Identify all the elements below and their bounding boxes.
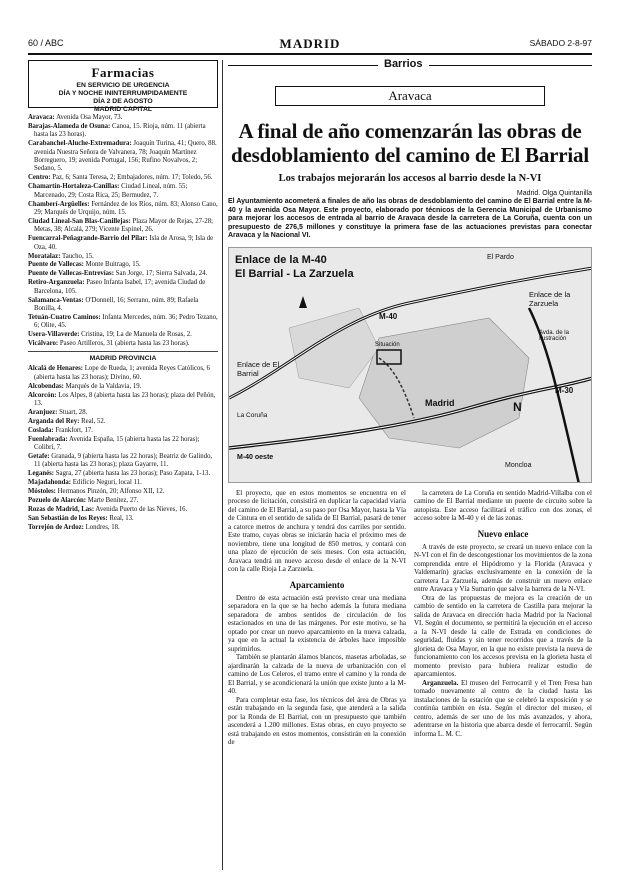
pharmacy-address: Hermanos Pinzón, 20; Alfonso XII, 12.	[57, 488, 165, 496]
pharmacy-entry	[28, 235, 218, 252]
pharmacy-district: Alcalá de Henares:	[28, 365, 83, 373]
pharmacy-district: Rozas de Madrid, Las:	[28, 505, 95, 513]
note-text: El museo del Ferrocarril y el Tren Fresa han tomado nuevamente al centro de la ciudad hasta las instalaciones de la estación que se celebró la exposición y se continúa también en ésta. Según el director del museo, el centro, además de ser uno de los más avanzados, y ahora, adentrarse en la historia que abarca desde el ferrocarril. Según informa L. M. C.	[414, 678, 593, 738]
pharmacy-district: Moratalaz:	[28, 252, 61, 260]
pharmacy-district: Chamartín-Hortaleza-Canillas:	[28, 183, 120, 191]
map-title-1: Enlace de la M-40	[235, 253, 327, 266]
note-title: Arganzuela.	[422, 678, 459, 687]
pharmacy-district: Fuenlabrada:	[28, 435, 68, 443]
farmacias-sub2: DÍA Y NOCHE ININTERRUMPIDAMENTE	[58, 90, 188, 97]
pharmacy-entry	[28, 270, 218, 278]
pharmacy-district: Majadahonda:	[28, 479, 72, 487]
subhead-nuevo-enlace: Nuevo enlace	[477, 528, 529, 539]
divider	[28, 351, 218, 352]
pharmacy-entry	[28, 470, 218, 478]
map-label-m40-oeste: M-40 oeste	[237, 453, 274, 461]
pharmacy-district: Centro:	[28, 174, 51, 182]
pharmacy-district: Coslada:	[28, 426, 54, 434]
district-box: Aravaca	[275, 86, 545, 106]
pharmacy-entry	[28, 218, 218, 235]
pharmacy-address: Cristina, 19; La de Manuela de Rosas, 2.	[81, 331, 192, 339]
pharmacy-address: Avenida Osa Mayor, 73.	[56, 114, 123, 121]
pharmacy-address: Paseo Artilleros, 31 (abierta hasta las 23 horas).	[59, 340, 190, 348]
pharmacy-district: Tetuán-Cuatro Caminos:	[28, 313, 101, 321]
paragraph: Para completar esta fase, los técnicos del área de Obras ya están trabajando en la segunda fase, que atenderá a la salida por la Ronda de El Barrial, con un presupuesto que también ascenderá a 1.200 millones. Estas obras, en cuyo proyecto se está trabajando en estos momentos, consistirán en la conexión de	[228, 695, 406, 747]
pharmacy-entry	[28, 201, 218, 218]
pharmacy-address: Canoa, 15. Rioja, núm. 11 (abierta hasta las 23 horas).	[34, 122, 206, 139]
article-subtitle: Los trabajos mejorarán los accesos al barrio desde la N-VI	[278, 173, 542, 184]
pharmacy-address: Avenida Puerto de las Nieves, 16.	[95, 505, 188, 513]
pharmacy-district: Getafe:	[28, 453, 50, 461]
pharmacy-entry	[28, 140, 218, 174]
pharmacy-district: Vicálvaro:	[28, 340, 59, 348]
map-figure	[228, 247, 592, 483]
pharmacy-address: Los Alpes, 8 (abierta hasta las 23 horas); plaza del Peñón, 13.	[34, 391, 216, 408]
pharmacy-entry	[28, 436, 218, 453]
pharmacy-district: Leganés:	[28, 470, 55, 478]
pharmacy-address: Edificio Neguri, local 11.	[72, 479, 142, 487]
map-label-enlace-zarzuela: Enlace de la Zarzuela	[529, 289, 571, 308]
farmacias-sub3: DÍA 2 DE AGOSTO	[93, 98, 153, 105]
pharmacy-address: Real, 13.	[109, 514, 134, 522]
pharmacy-entry	[28, 261, 218, 269]
pharmacy-address: Lope de Rueda, 1; avenida Reyes Católicos, 6 (abierta hasta las 23 horas); Divino, 60.	[34, 365, 210, 381]
pharmacy-entry	[28, 331, 218, 339]
pharmacy-address: Granada, 9 (abierta hasta las 22 horas); Beatriz de Galindo, 11 (abierta hasta las 23 horas); plaza Gayarre, 11.	[34, 453, 213, 469]
paragraph: El proyecto, que en estos momentos se encuentra en el proceso de licitación, consistirá en duplicar la capacidad viaria del camino de El Barrial, a su paso por Osa Mayor, hasta la Vía de Cintura en el sentido de salida de El Barrial, pasará de tener a catorce metros de anchura y tendrá dos carriles por sentido. Este tramo, cuyas obras se iniciarán hacia el próximo mes de noviembre, tiene una longitud de 850 metros, y contará con una plazo de ejecución de seis meses. Con esta actuación, Aravaca tendrá un nuevo acceso desde el enlace de la N-VI con la calle Rioja La Zarzuela.	[228, 488, 406, 574]
pharmacy-entry	[28, 488, 218, 496]
column-divider	[222, 60, 223, 870]
pharmacy-entry	[28, 114, 218, 122]
pharmacy-address: Taucho, 15.	[62, 252, 94, 260]
pharmacy-address: Londres, 18.	[85, 523, 120, 531]
issue-date: SÁBADO 2-8-97	[529, 38, 592, 48]
paragraph: Dentro de esta actuación está previsto crear una mediana separadora en la que se ha hecho además la futura mediana separadora de ambos sentidos de circulación de los estacionados en una de las márgenes. Por este motivo, se ha optado por crear un nuevo aparcamiento en la nueva calzada, ya que en la actual la existencia de árboles hace imposible suprimirlos.	[228, 593, 406, 653]
paragraph: A través de este proyecto, se creará un nuevo enlace con la N-VI con el fin de descongestionar los movimientos de la zona comprendida entre el Hipódromo y la Florida (Aravaca y Valdemarín) gracias exclusivamente en la conexión de la carretera La Zarzuela, además de construir un nuevo enlace entre Aravaca y Vía Sumario que salve la barrera de la N-VI.	[414, 542, 592, 594]
pharmacy-address: Avenida España, 15 (abierta hasta las 22 horas); Colibrí, 7.	[34, 435, 200, 452]
map-label-m40: M-40	[379, 311, 398, 321]
article-body	[228, 489, 592, 747]
pharmacy-entry	[28, 409, 218, 417]
map-label-el-pardo: El Pardo	[487, 253, 514, 261]
paragraph: También se plantarán álamos blancos, masetas arboladas, se ajardinarán la calzada de la nueva de urbanización con el camino de Los Celeros, el tramo entre el camino y la ronda de El Barrial, y se acondicionará la unión que existe junto a la M-40.	[228, 653, 406, 696]
pharmacy-address: Real, 52.	[81, 417, 106, 425]
pharmacy-address: Paz, 6; Santa Teresa, 2; Embajadores, núm. 17; Toledo, 56.	[52, 174, 213, 182]
pharmacy-address: Frankfort, 17.	[55, 426, 93, 434]
pharmacy-district: Puente de Vallecas-Entrevías:	[28, 270, 114, 278]
pharmacy-entry	[28, 497, 218, 505]
pharmacy-entry	[28, 279, 218, 296]
pharmacy-address: Marte Benítez, 27.	[87, 497, 139, 505]
map-label-madrid: Madrid	[425, 397, 455, 408]
pharmacy-district: Aravaca:	[28, 114, 55, 121]
article-column-2	[414, 489, 592, 747]
map-label-ilustracion: Avda. de la Ilustración	[539, 329, 569, 342]
map-label-moncloa: Moncloa	[505, 461, 532, 469]
pharmacy-entry	[28, 297, 218, 314]
farmacias-subtitle	[29, 82, 217, 114]
pharmacy-district: Puente de Vallecas:	[28, 261, 84, 269]
pharmacy-address: Paseo Infanta Isabel, 17; avenida Ciudad de Barcelona, 105.	[34, 279, 206, 295]
pharmacy-district: Barajas-Alameda de Osuna:	[28, 122, 111, 130]
pharmacy-district: Ciudad Lineal-San Blas-Canillejas:	[28, 217, 131, 225]
pharmacy-district: Chamberí-Argüelles:	[28, 200, 90, 208]
pharmacy-address: Stuart, 28.	[59, 409, 88, 416]
article-column-1	[228, 489, 406, 747]
pharmacy-address: Infanta Mercedes, núm. 36; Pedro Tezano, 6; Olite, 45.	[34, 313, 218, 330]
farmacias-sub4: MADRID CAPITAL	[93, 106, 153, 113]
pharmacy-entry	[28, 365, 218, 382]
map-title-2: El Barrial - La Zarzuela	[235, 267, 354, 280]
pharmacy-district: Alcobendas:	[28, 382, 64, 390]
note-paragraph	[414, 679, 592, 739]
pharmacy-entry	[28, 392, 218, 409]
pharmacy-entry	[28, 383, 218, 391]
pharmacy-district: Aranjuez:	[28, 409, 58, 416]
pharmacy-entry	[28, 340, 218, 348]
map-label-n: N	[513, 399, 522, 414]
pharmacy-address: O'Donnell, 16; Serrano, núm. 89; Rafaela Bonilla, 4.	[34, 296, 199, 312]
pharmacy-district: Arganda del Rey:	[28, 417, 80, 425]
pharmacy-entry	[28, 524, 218, 532]
pharmacy-district: Usera-Villaverde:	[28, 331, 80, 339]
paragraph: la carretera de La Coruña en sentido Madrid-Villalba con el camino de El Barrial mediante un puente de circuito sobre la autopista. Este acceso facilitará el tráfico con dos zonas, el acceso sobre la M-40 y el de las zonas.	[414, 488, 592, 523]
article	[228, 58, 592, 747]
farmacias-column	[28, 60, 218, 860]
pharmacy-address: Isla de Arosa, 9; Isla de Oza, 40.	[34, 235, 214, 251]
kicker-label: Barrios	[378, 58, 429, 70]
pharmacy-entry	[28, 418, 218, 426]
pharmacy-address: Monte Buitrago, 15.	[85, 261, 141, 269]
pharmacy-district: Móstoles:	[28, 488, 56, 496]
pharmacy-entry	[28, 253, 218, 261]
map-label-m30: M-30	[555, 385, 574, 395]
pharmacy-entry	[28, 515, 218, 523]
pharmacy-district: Pozuelo de Alarcón:	[28, 497, 87, 505]
pharmacy-entry	[28, 506, 218, 514]
pharmacy-address: Plaza Mayor de Rejas, 27-28; Metas, 38; Alcalá, 279; Vicente Espinel, 26.	[34, 217, 214, 234]
pharmacy-district: Alcorcón:	[28, 391, 57, 399]
pharmacy-address: Ciudad Lineal, núm. 55; Marcenado, 29; Costa Rica, 25; Bermudez, 7.	[34, 183, 188, 199]
farmacias-sub1: EN SERVICIO DE URGENCIA	[76, 82, 170, 89]
article-title: A final de año comenzarán las obras de desdoblamiento del camino de El Barrial	[231, 119, 589, 167]
map-label-coruna: La Coruña	[237, 411, 268, 419]
farmacias-list	[28, 114, 218, 532]
pharmacy-district: Carabanchel-Aluche-Extremadura:	[28, 140, 132, 148]
subhead-aparcamiento: Aparcamiento	[289, 579, 345, 590]
pharmacy-entry	[28, 453, 218, 470]
article-byline: Madrid. Olga Quintanilla	[516, 190, 592, 197]
pharmacy-address: Fernández de los Ríos, núm. 83; Alonso Cano, 29; Marqués de Urquijo, núm. 15.	[34, 200, 218, 216]
pharmacy-district: San Sebastián de los Reyes:	[28, 514, 108, 522]
pharmacy-district: Retiro-Arganzuela:	[28, 279, 85, 287]
kicker-bar	[228, 58, 592, 72]
pharmacy-entry	[28, 427, 218, 435]
page-number: 60 / ABC	[28, 38, 64, 48]
pharmacy-address: Sagra, 27 (abierta hasta las 23 horas); Paso Zapata, 1-13.	[55, 470, 211, 478]
pharmacy-entry	[28, 174, 218, 182]
section-title: MADRID	[279, 36, 341, 51]
paragraph: Otra de las propuestas de mejora es la creación de un cambio de sentido en la carretera de Castilla para mejorar la salida de Aravaca en dirección hacia Madrid por la Nacional VI. Según el documento, se permitirá la ejecución en el acceso a la N-VI desde la calle de Estrada en condiciones de seguridad, fluidas y sin tener recorridos que a través de la glorieta de Osa Mayor, en la que no existe prevista la nueva de funcionamiento con los accesos prevista en la glorieta hasta el momento previsto para hubiera realizar estudio de aparcamientos.	[414, 593, 592, 679]
pharmacy-district: Torrejón de Ardoz:	[28, 523, 84, 531]
page-header	[28, 38, 592, 52]
pharmacy-address: Joaquín Turina, 41; Quero, 88. avenida Nuestra Señora de Valvanera, 78; Joaquín Martínez Borreguero, 19; avenida Portugal, 156; Rufino Novalvos, 2; Sedano, 5.	[34, 140, 217, 173]
provincia-heading: MADRID PROVINCIA	[89, 355, 157, 363]
article-lead: El Ayuntamiento acometerá a finales de año las obras de desdoblamiento del camino de El Barrial entre la M-40 y la avenida Osa Mayor. Este proyecto, elaborado por técnicos de la Gerencia Municipal de Urbanismo para mejorar los accesos de entrada al barrio de Aravaca desde la carretera de La Coruña, cuenta con un presupuesto de 276,5 millones y constituye la primera fase de las actuaciones previstas para conectar Aravaca y la Nacional VI.	[228, 198, 592, 240]
pharmacy-address: Marqués de la Valdavia, 19.	[65, 382, 142, 390]
map-label-enlace-barrial: Enlace de El Barrial	[237, 359, 280, 378]
header-rule	[28, 53, 592, 55]
pharmacy-entry	[28, 314, 218, 331]
map-label-situacion: Situación	[375, 341, 400, 348]
pharmacy-district: Salamanca-Ventas:	[28, 296, 84, 304]
farmacias-header	[28, 60, 218, 113]
pharmacy-district: Fuencarral-Peñagrande-Barrio del Pilar:	[28, 235, 148, 243]
pharmacy-entry	[28, 183, 218, 200]
pharmacy-address: San Jorge, 17; Sierra Salvada, 24.	[115, 270, 208, 278]
farmacias-title: Farmacias	[91, 65, 155, 80]
pharmacy-entry	[28, 479, 218, 487]
pharmacy-entry	[28, 123, 218, 140]
